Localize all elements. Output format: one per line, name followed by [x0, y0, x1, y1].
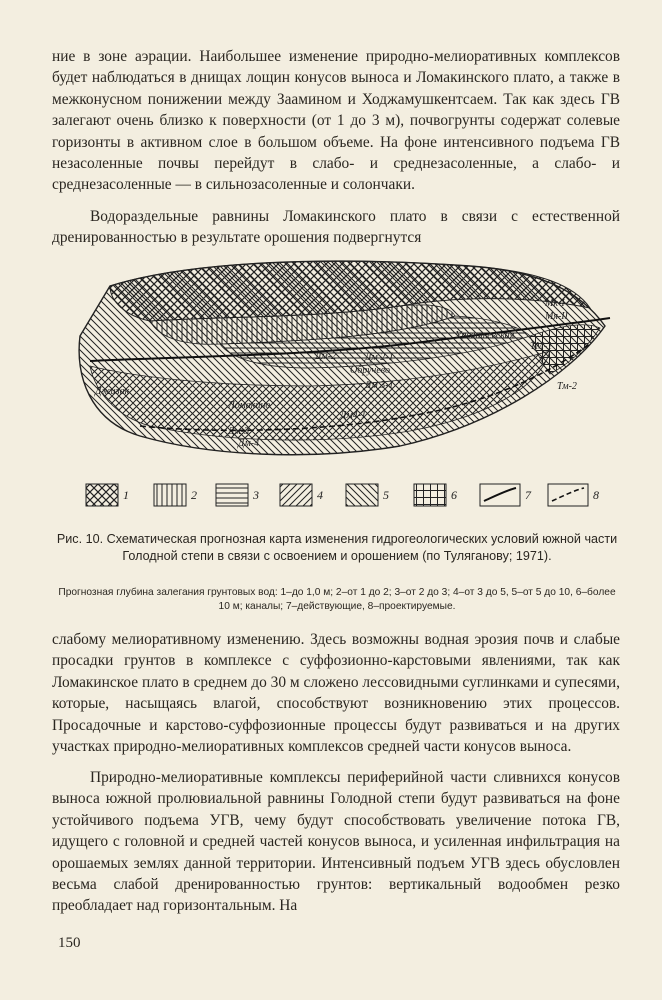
legend-label-4: 4: [317, 488, 323, 502]
map-label-ursat: Урсатьевская: [455, 330, 515, 341]
map-label-dm2: Дм-2: [315, 351, 337, 362]
map-legend: [86, 484, 599, 506]
hydrogeological-map-figure: [70, 256, 630, 516]
legend-swatch-3: [216, 484, 248, 506]
figure-caption: Рис. 10. Схематическая прогнозная карта изменения гидрогеологических условий южной части Голодной степи в связи с освоением и орошением (по Туляганову; 1971).: [56, 532, 618, 563]
paragraph-2: Водораздельные равнины Ломакинского плато в связи с естественной дренированностью в результате орошения подвергнутся: [52, 208, 620, 247]
legend-label-1: 1: [123, 488, 129, 502]
map-label-lomakino: Ломакино: [228, 400, 271, 411]
map-label-dm21: Дм 2-1: [365, 352, 394, 363]
legend-swatch-8: [548, 484, 588, 506]
paragraph-4: Природно-мелиоративные комплексы периферийной части сливнихся конусов выноса южной пролювиальной равнины Голодной степи будут развиваться на фоне устойчивого подъема УГВ, чему будут способствовать увеличение потока ГВ, идущего с головной и средней частей конусов выноса, и усиленная инфильтрация на орошаемых землях данной территории. Интенсивный подъем УГВ здесь обусловлен весьма слабой дренированностью грунтов: вертикальный водообмен резко преобладает над горизонтальным. На: [52, 769, 620, 915]
legend-swatch-6: [414, 484, 446, 506]
map-label-dm3: Дм-3: [228, 426, 250, 437]
map-label-obruchevo: Обручево: [350, 365, 390, 376]
figure-legend-note: Прогнозная глубина залегания грунтовых вод: 1–до 1,0 м; 2–от 1 до 2; 3–от 2 до 3; 4–от 3 до 5, 5–от 5 до 10, 6–более 10 м; каналы; 7–действующие, 8–проектируемые.: [58, 587, 616, 612]
map-label-dm41: Дм4-1: [340, 410, 367, 421]
legend-swatch-7: [480, 484, 520, 506]
legend-label-6: 6: [451, 488, 457, 502]
paragraph-1: ние в зоне аэрации. Наибольшее изменение природно-мелиоративных комплексов будет наблюдаться в днищах лощин конусов выноса и Ломакинского плато, а также в межконусном понижении между Заамином и Ходжамушкентсаем. Так как здесь ГВ залегают очень близко к поверхности (от 1 до 3 м), почвогрунты содержат солевые горизонты в активном слое в большом объеме. На фоне интенсивного подъема ГВ незасоленные почвы перейдут в слабо- и среднезасоленные, а слабо- и среднезасоленные — в сильнозасоленные и солончаки.: [52, 48, 620, 194]
legend-label-8: 8: [593, 488, 599, 502]
legend-swatch-5: [346, 484, 378, 506]
map-label-dzhizak: Джизак: [95, 386, 130, 397]
page-number: 150: [58, 935, 81, 951]
map-label-mk1: Мк-I: [545, 298, 565, 309]
legend-swatch-4: [280, 484, 312, 506]
legend-label-2: 2: [191, 488, 197, 502]
legend-swatch-2: [154, 484, 186, 506]
map-label-tm2: Тм-2: [557, 381, 577, 392]
legend-label-3: 3: [253, 488, 259, 502]
legend-label-7: 7: [525, 488, 531, 502]
map-label-mk2: Мя-II: [545, 311, 568, 322]
legend-label-5: 5: [383, 488, 389, 502]
map-label-dm31: Дм 3-1: [365, 380, 394, 391]
map-label-tm1: ТМ-1: [530, 341, 553, 352]
paragraph-3: слабому мелиоративному изменению. Здесь возможны водная эрозия почв и слабые просадки грунтов в комплексе с суффозионно-карстовыми явлениями, так как Ломакинское плато в среднем до 30 м сложено лессовидными суглинками и супесями, которые, насыщаясь влагой, способствуют возникновению этих процессов. Просадочные и карстово-суффозионные процессы будут развиваться и на других участках природно-мелиоративных комплексов средней части конусов выноса.: [52, 631, 620, 756]
map-label-dm4: Дм-4: [238, 438, 260, 449]
legend-swatch-1: [86, 484, 118, 506]
